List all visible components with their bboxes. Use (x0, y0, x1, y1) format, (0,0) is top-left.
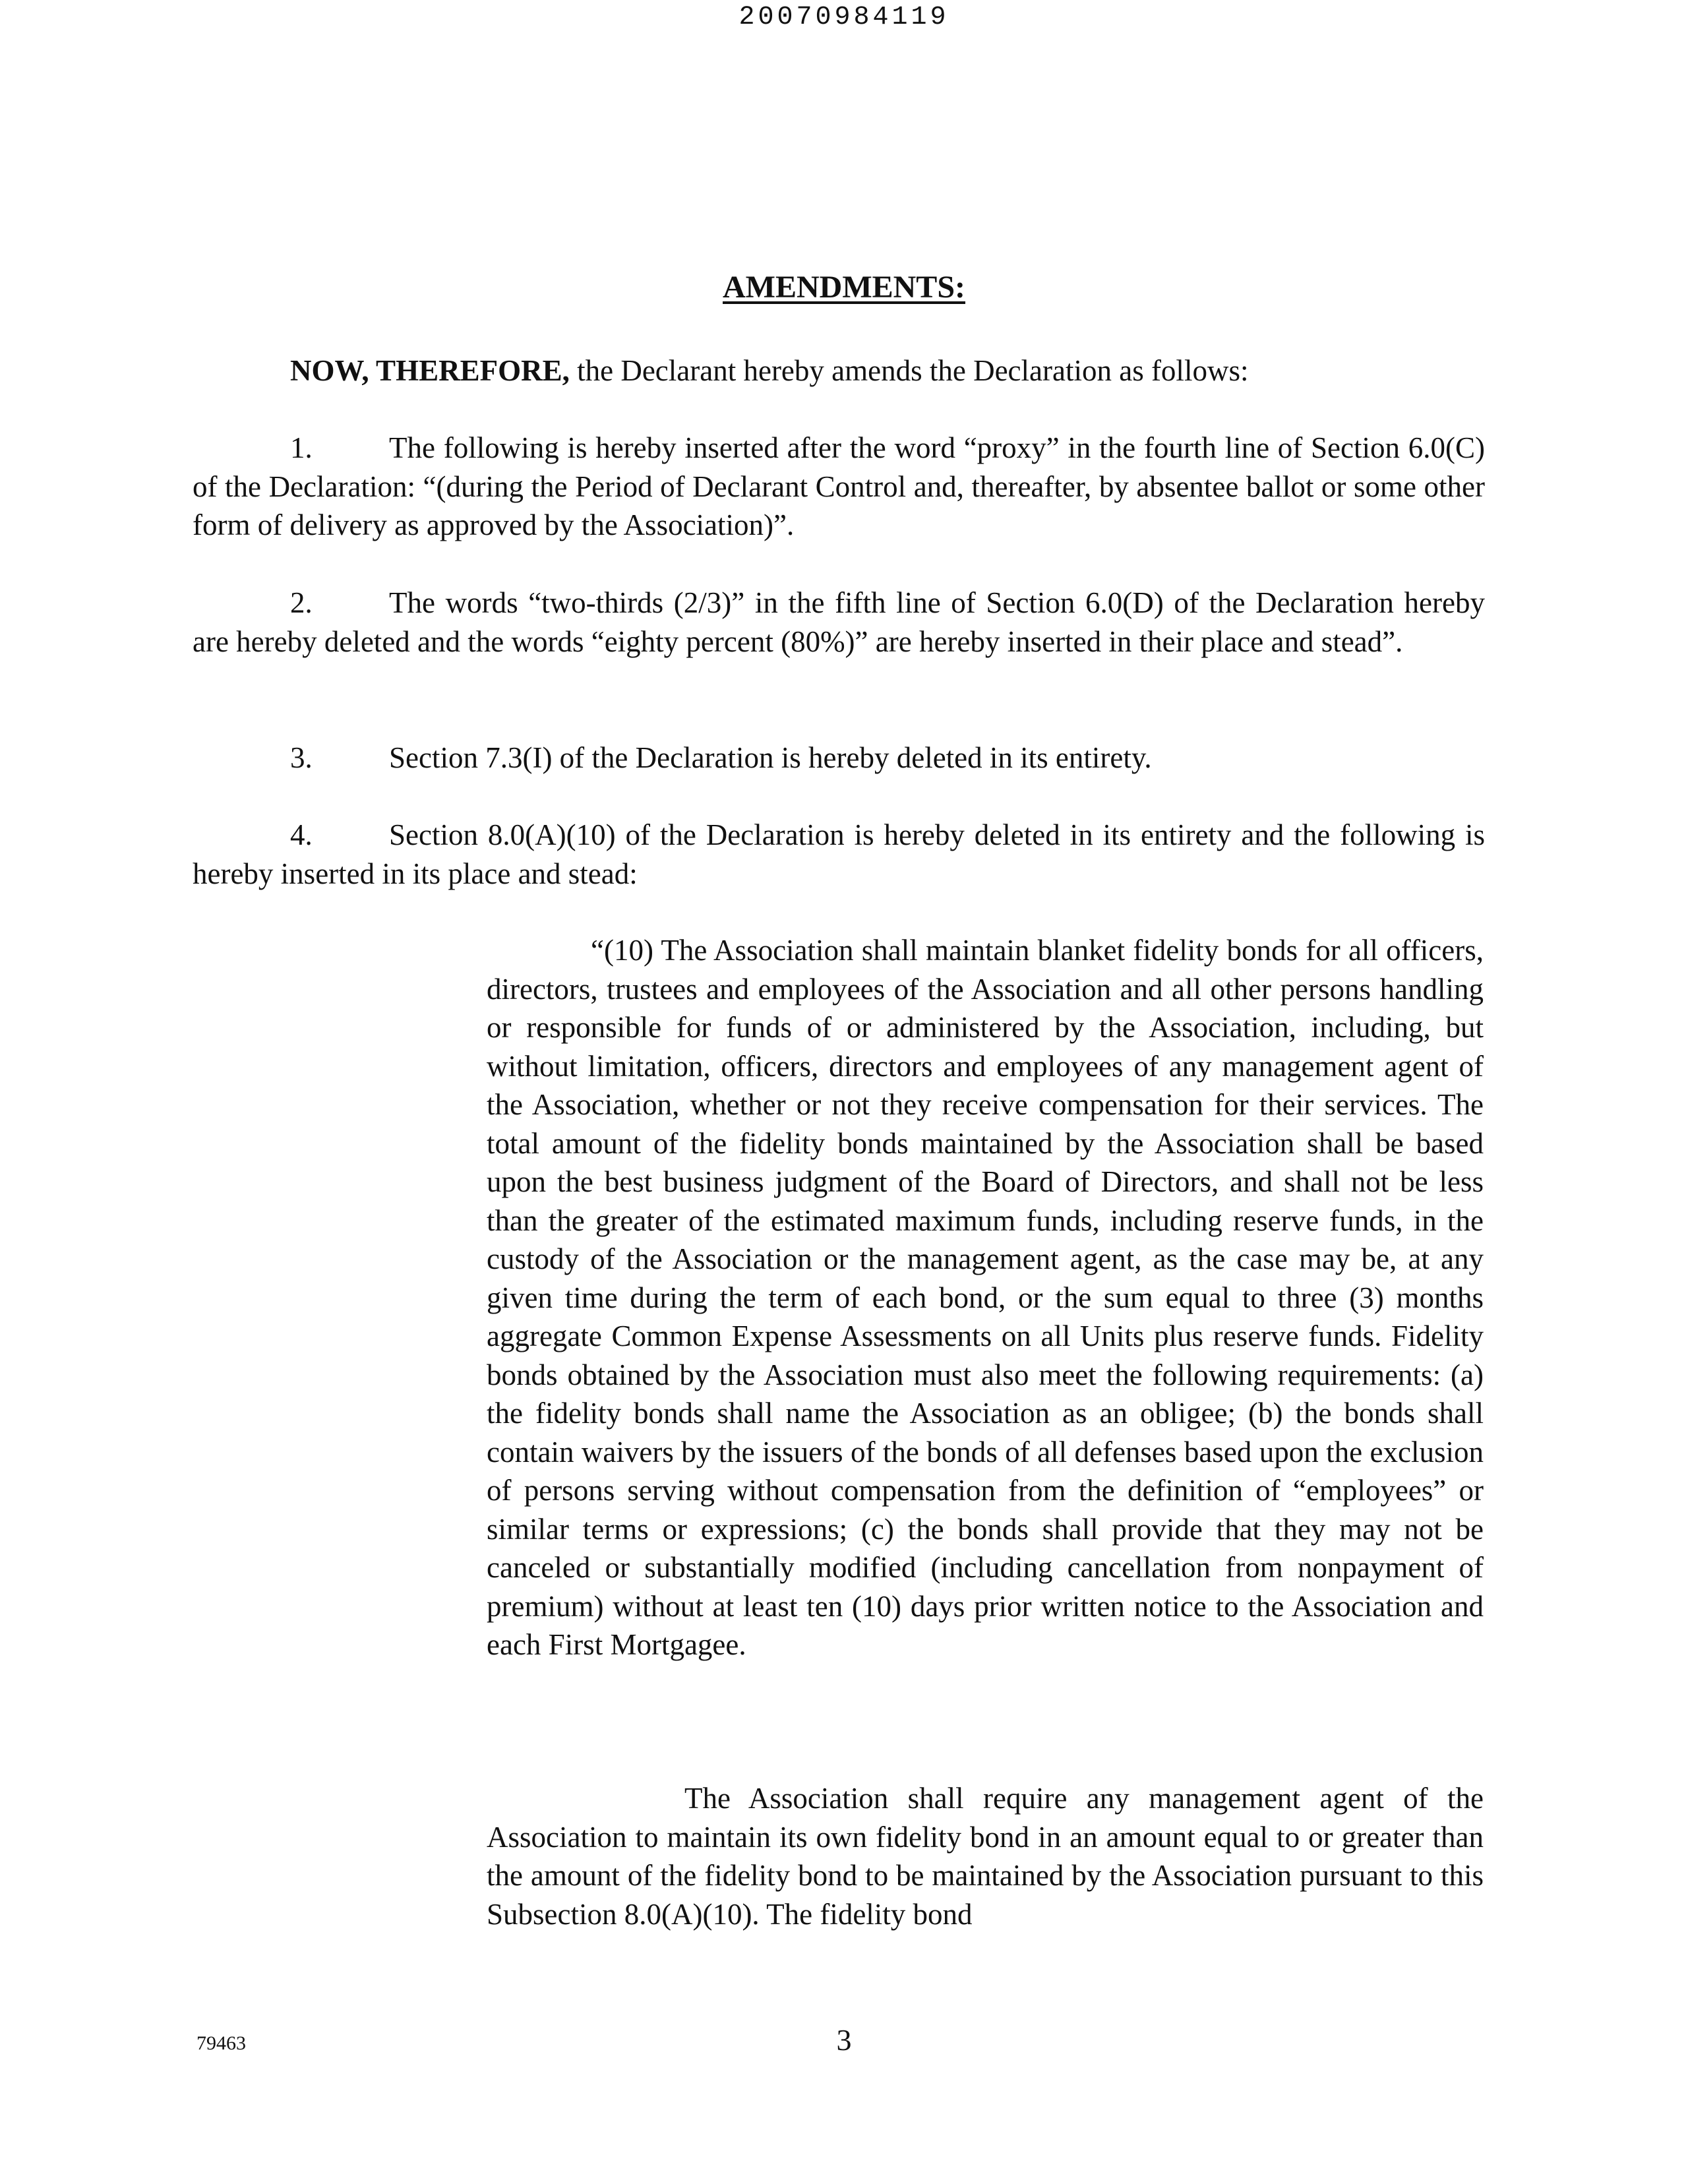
paragraph-text: The words “two-thirds (2/3)” in the fifth line of Section 6.0(D) of the Declaration hereby are hereby deleted and the words “eighty percent (80%)” are hereby inserted in their place and stead”. (193, 586, 1485, 658)
amendment-paragraph-3 (193, 739, 1485, 777)
intro-paragraph (193, 351, 1485, 390)
paragraph-number: 1. (290, 431, 313, 464)
recording-number: 20070984119 (738, 3, 950, 32)
amendment-paragraph-1 (193, 429, 1485, 545)
footer-document-id: 79463 (196, 2032, 246, 2054)
paragraph-text: The following is hereby inserted after the word “proxy” in the fourth line of Section 6.0(C) of the Declaration: “(during the Period of Declarant Control and, thereafter, by absentee ballot or some other form of delivery as approved by the Association)”. (193, 431, 1485, 541)
page-number: 3 (836, 2023, 852, 2057)
quoted-provision-paragraph-1: “(10) The Association shall maintain blanket fidelity bonds for all officers, directors, trustees and employees of the Association and all other persons handling or responsible for funds of or administered by the Association, including, but without limitation, officers, directors and employees of any management agent of the Association, whether or not they receive compensation for their services. The total amount of the fidelity bonds maintained by the Association shall be based upon the best business judgment of the Board of Directors, and shall not be less than the greater of the estimated maximum funds, including reserve funds, in the custody of the Association or the management agent, as the case may be, at any given time during the term of each bond, or the sum equal to three (3) months aggregate Common Expense Assessments on all Units plus reserve funds. Fidelity bonds obtained by the Association must also meet the following requirements: (a) the fidelity bonds shall name the Association as an obligee; (b) the bonds shall contain waivers by the issuers of the bonds of all defenses based upon the exclusion of persons serving without compensation from the definition of “employees” or similar terms or expressions; (c) the bonds shall provide that they may not be canceled or substantially modified (including cancellation from nonpayment of premium) without at least ten (10) days prior written notice to the Association and each First Mortgagee. (487, 934, 1484, 1661)
amendment-paragraph-2 (193, 584, 1485, 661)
paragraph-number: 4. (290, 818, 313, 851)
section-heading: AMENDMENTS: (723, 270, 965, 305)
paragraph-number: 2. (290, 586, 313, 619)
intro-text: the Declarant hereby amends the Declaration as follows: (569, 354, 1249, 387)
paragraph-text: Section 7.3(I) of the Declaration is hereby deleted in its entirety. (389, 741, 1152, 774)
quoted-provision-paragraph-2: The Association shall require any management agent of the Association to maintain its own fidelity bond in an amount equal to or greater than the amount of the fidelity bond to be maintained by the Association pursuant to this Subsection 8.0(A)(10). The fidelity bond (487, 1782, 1484, 1931)
amendment-paragraph-4 (193, 816, 1485, 893)
paragraph-text: Section 8.0(A)(10) of the Declaration is hereby deleted in its entirety and the following is hereby inserted in its place and stead: (193, 818, 1485, 890)
intro-lead: NOW, THEREFORE, (290, 354, 570, 387)
paragraph-number: 3. (290, 741, 313, 774)
